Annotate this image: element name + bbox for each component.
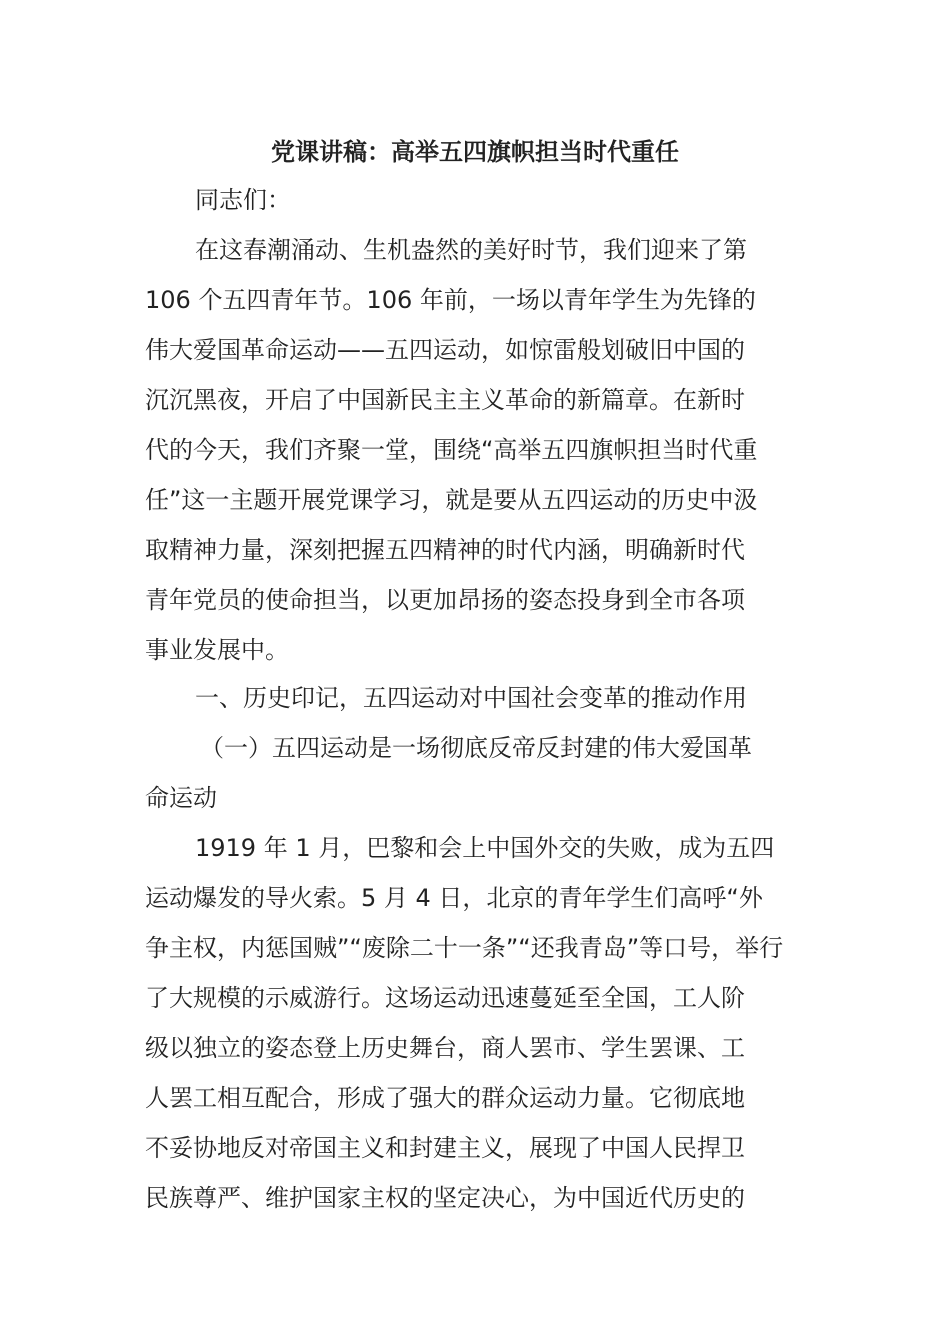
subsection-heading: （一）五四运动是一场彻底反帝反封建的伟大爱国革 (200, 734, 752, 762)
paragraph-line: 事业发展中。 (145, 636, 289, 664)
paragraph-line: 民族尊严、维护国家主权的坚定决心，为中国近代历史的 (145, 1184, 745, 1212)
paragraph-line: 运动爆发的导火索。5 月 4 日，北京的青年学生们高呼“外 (145, 884, 763, 912)
paragraph-line: 人罢工相互配合，形成了强大的群众运动力量。它彻底地 (145, 1084, 745, 1112)
paragraph-line: 沉沉黑夜，开启了中国新民主主义革命的新篇章。在新时 (145, 386, 745, 414)
paragraph-line: 任”这一主题开展党课学习，就是要从五四运动的历史中汲 (145, 486, 758, 514)
paragraph-line: 青年党员的使命担当，以更加昂扬的姿态投身到全市各项 (145, 586, 745, 614)
paragraph-line: 级以独立的姿态登上历史舞台，商人罢市、学生罢课、工 (145, 1034, 745, 1062)
paragraph-line: 106 个五四青年节。106 年前，一场以青年学生为先锋的 (145, 286, 756, 314)
paragraph-line: 1919 年 1 月，巴黎和会上中国外交的失败，成为五四 (195, 834, 775, 862)
paragraph-line: 代的今天，我们齐聚一堂，围绕“高举五四旗帜担当时代重 (145, 436, 758, 464)
paragraph-line: 了大规模的示威游行。这场运动迅速蔓延至全国，工人阶 (145, 984, 745, 1012)
section-heading: 一、历史印记，五四运动对中国社会变革的推动作用 (195, 684, 747, 712)
subsection-heading-continued: 命运动 (145, 784, 217, 812)
salutation: 同志们： (195, 186, 291, 214)
document-title: 党课讲稿：高举五四旗帜担当时代重任 (271, 138, 679, 166)
paragraph-line: 取精神力量，深刻把握五四精神的时代内涵，明确新时代 (145, 536, 745, 564)
paragraph-line: 不妥协地反对帝国主义和封建主义，展现了中国人民捍卫 (145, 1134, 745, 1162)
paragraph-line: 争主权，内惩国贼”“废除二十一条”“还我青岛”等口号，举行 (145, 934, 784, 962)
paragraph-line: 在这春潮涌动、生机盎然的美好时节，我们迎来了第 (195, 236, 747, 264)
paragraph-line: 伟大爱国革命运动——五四运动，如惊雷般划破旧中国的 (145, 336, 745, 364)
